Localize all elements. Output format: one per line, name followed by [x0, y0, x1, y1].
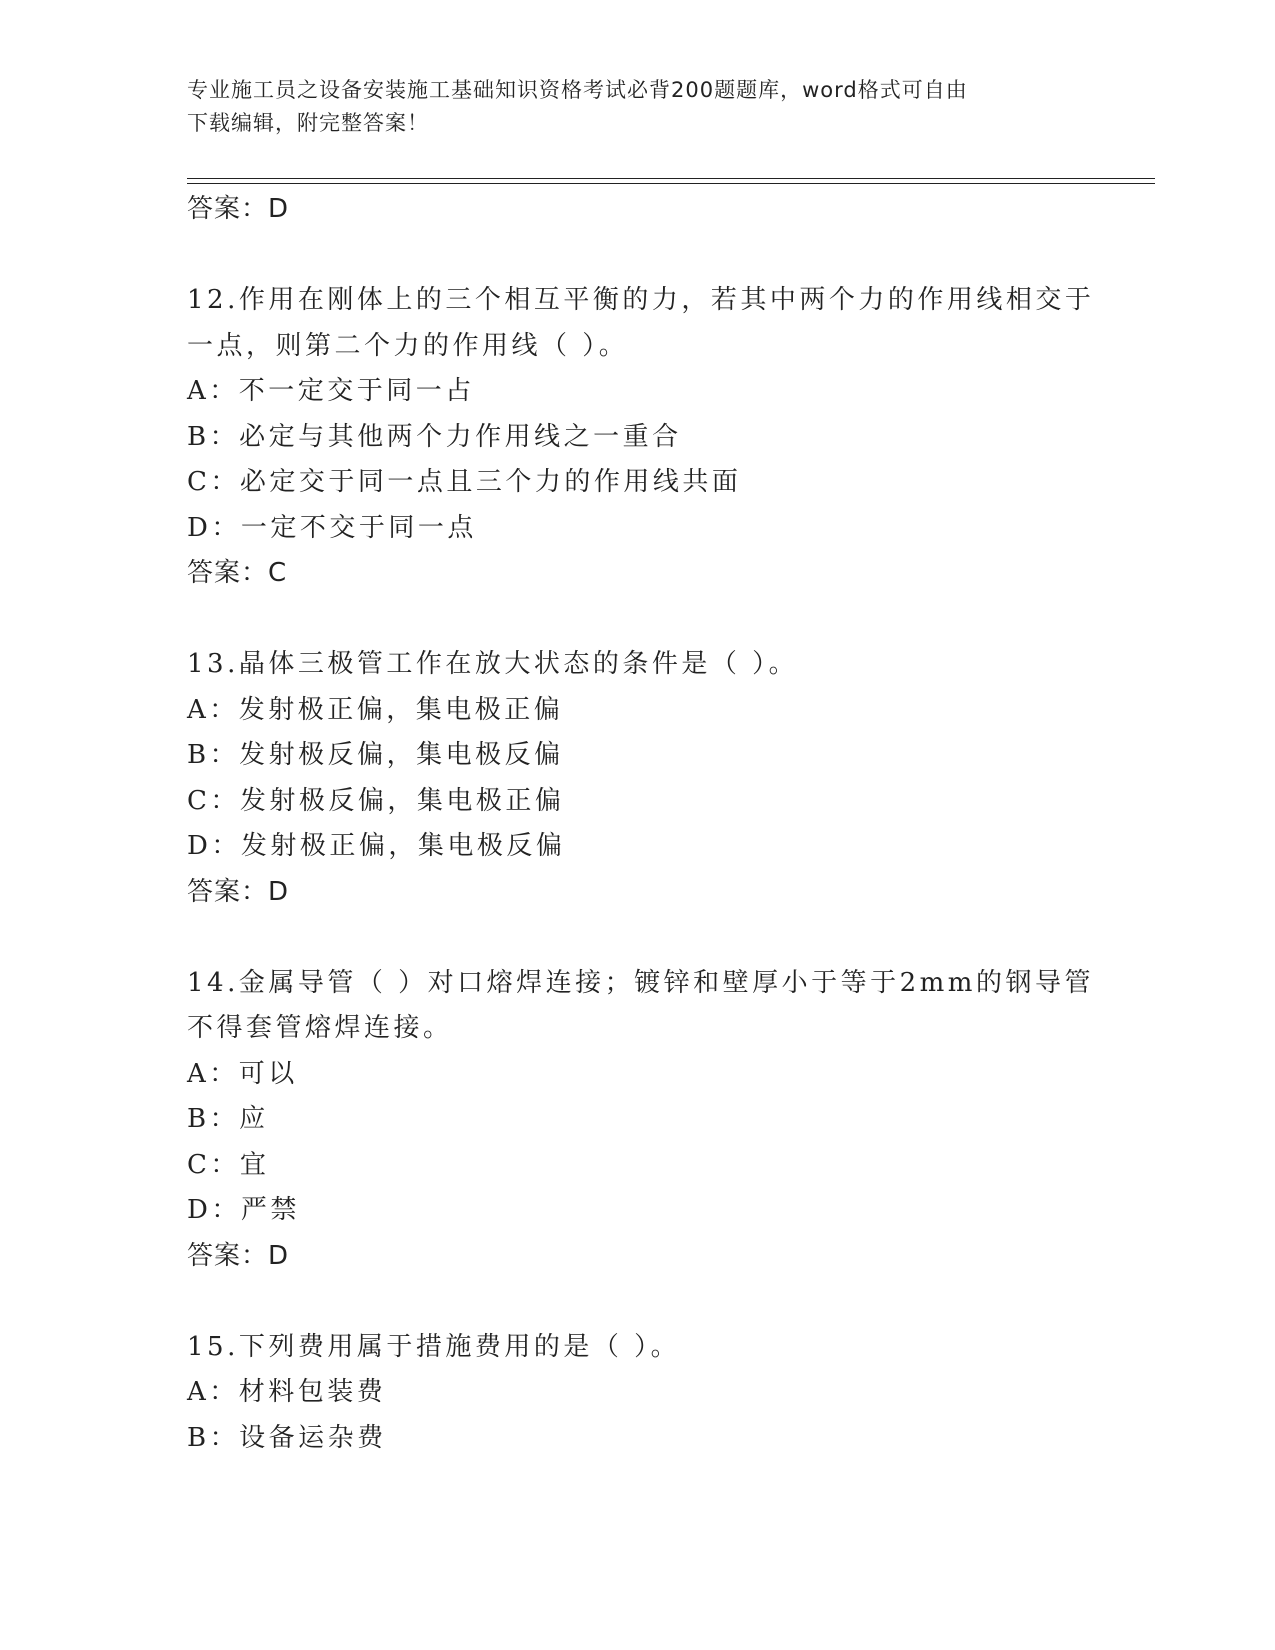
- question-stem-line: 15.下列费用属于措施费用的是（ ）。: [187, 1331, 681, 1362]
- answer: 答案：C: [187, 558, 288, 588]
- option-d: D：发射极正偏，集电极反偏: [187, 831, 566, 861]
- option-b: B：应: [187, 1104, 269, 1134]
- option-a: A：可以: [187, 1058, 298, 1089]
- header-divider-top: [187, 178, 1155, 179]
- document-body: [187, 187, 1095, 1461]
- header-title-line-1: 专业施工员之设备安装施工基础知识资格考试必背200题题库，word格式可自由: [187, 78, 968, 102]
- spacer: [187, 597, 1087, 643]
- option-c: C：必定交于同一点且三个力的作用线共面: [187, 467, 742, 497]
- option-d: D：严禁: [187, 1195, 300, 1225]
- question-stem-line: 不得套管熔焊连接。: [187, 1013, 453, 1043]
- question-stem-line: 12.作用在刚体上的三个相互平衡的力，若其中两个力的作用线相交于: [187, 285, 1095, 315]
- option-a: A：不一定交于同一占: [187, 376, 475, 406]
- spacer: [187, 915, 1087, 961]
- header-title-line-2: 下载编辑，附完整答案！: [187, 111, 429, 135]
- question-14: [187, 961, 1094, 1280]
- answer: 答案：D: [187, 876, 290, 907]
- document-header: [187, 74, 1067, 140]
- question-12: [187, 278, 1095, 597]
- option-c: C：宜: [187, 1149, 270, 1180]
- header-divider-bottom: [187, 183, 1155, 184]
- question-stem-line: 13.晶体三极管工作在放大状态的条件是（ ）。: [187, 649, 799, 679]
- option-b: B：设备运杂费: [187, 1422, 387, 1453]
- spacer: [187, 1279, 1087, 1325]
- question-13: [187, 642, 1087, 915]
- spacer: [187, 233, 1087, 279]
- question-15: [187, 1325, 1087, 1462]
- question-stem-line: 一点，则第二个力的作用线（ ）。: [187, 330, 629, 361]
- option-c: C：发射极反偏，集电极正偏: [187, 785, 565, 816]
- option-b: B：发射极反偏，集电极反偏: [187, 740, 564, 770]
- question-stem-line: 14.金属导管（ ）对口熔焊连接；镀锌和壁厚小于等于2mm的钢导管: [187, 967, 1094, 998]
- option-a: A：材料包装费: [187, 1377, 387, 1407]
- answer: 答案：D: [187, 1240, 290, 1271]
- option-d: D：一定不交于同一点: [187, 512, 477, 543]
- previous-answer: 答案：D: [187, 194, 290, 224]
- option-a: A：发射极正偏，集电极正偏: [187, 694, 564, 725]
- option-b: B：必定与其他两个力作用线之一重合: [187, 421, 682, 452]
